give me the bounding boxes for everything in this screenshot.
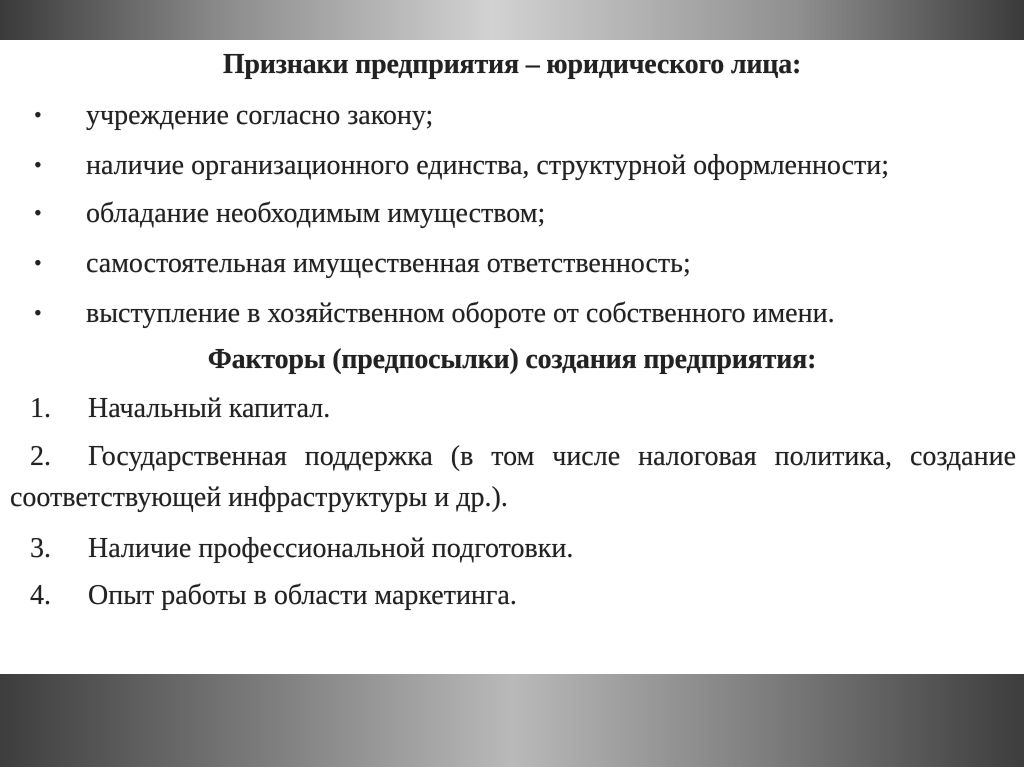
bullet-text: наличие организационного единства, структурной оформленности; [86,150,890,181]
bullet-marker: • [34,250,42,275]
heading-enterprise-features: Признаки предприятия – юридического лица: [222,49,802,80]
numbered-item [30,440,1016,474]
numbered-item [30,392,330,426]
slide [0,40,1024,674]
heading-creation-factors: Факторы (предпосылки) создания предприятия: [207,344,817,375]
bullet-item [30,98,433,133]
numbered-item [30,579,517,613]
item-number: 1. [30,393,51,424]
bullet-item [30,296,835,331]
bullet-text: обладание необходимым имуществом; [86,198,546,229]
bullet-item [30,148,889,183]
bullet-marker: • [34,200,42,225]
bullet-marker: • [34,152,42,177]
bullet-marker: • [34,102,42,127]
bullet-text: учреждение согласно закону; [86,100,434,131]
item-text: Наличие профессиональной подготовки. [88,533,574,564]
document-image [0,40,1024,674]
bullet-text: самостоятельная имущественная ответственность; [86,248,691,279]
item-number: 3. [30,533,51,564]
bullet-item [30,246,691,281]
bottom-background-band [0,674,1024,767]
item-number: 4. [30,580,51,611]
top-background-band [0,0,1024,40]
bullet-text: выступление в хозяйственном обороте от собственного имени. [86,298,835,329]
item-text: Начальный капитал. [88,393,331,424]
bullet-marker: • [34,300,42,325]
item-text: Опыт работы в области маркетинга. [88,580,517,611]
bullet-item [30,196,545,231]
item-number: 2. [30,441,51,472]
item-text: Государственная поддержка (в том числе налоговая политика, создание [88,441,1016,472]
numbered-item-continuation: соответствующей инфраструктуры и др.). [10,482,508,513]
numbered-item [30,532,573,566]
